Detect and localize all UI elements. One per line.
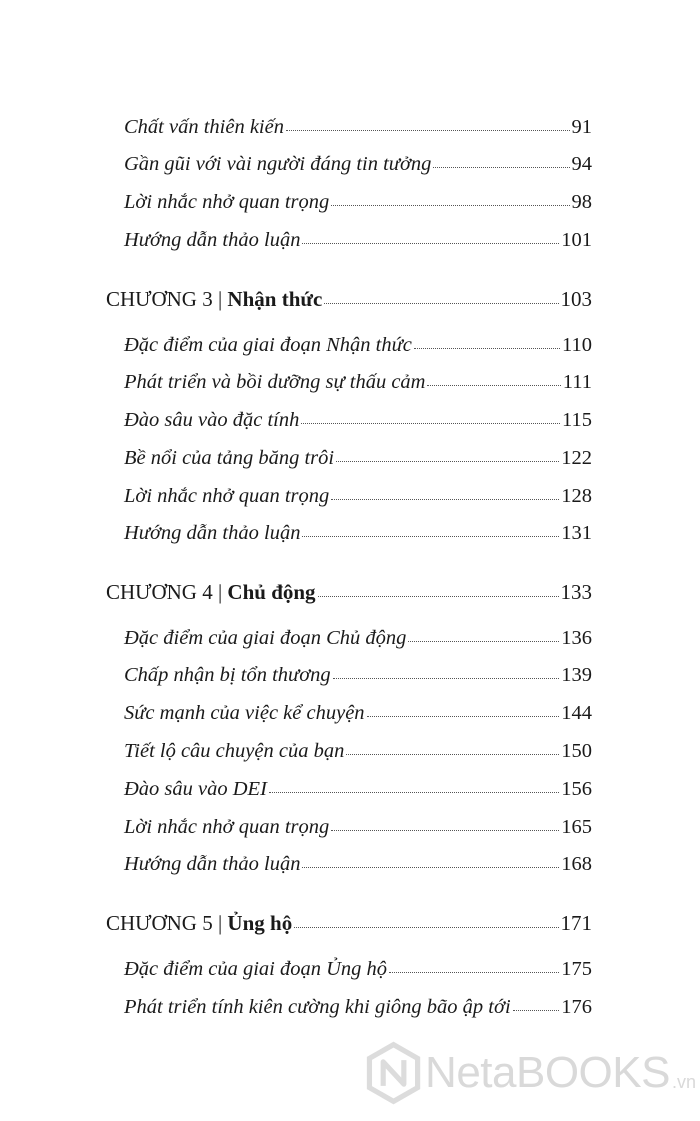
dot-leader [324,303,558,304]
chapter-title [106,287,322,312]
page-number: 131 [561,522,592,544]
chapter-number: CHƯƠNG 5 | [106,911,228,935]
dot-leader [286,130,570,131]
watermark-suffix: .vn [671,1072,696,1092]
page-number: 115 [562,409,592,431]
toc-chapter-row [106,911,592,936]
entry-title: Lời nhắc nhở quan trọng [124,816,330,838]
entry-title: Gần gũi với vài người đáng tin tưởng [124,153,432,175]
chapter-number: CHƯƠNG 4 | [106,580,228,604]
dot-leader [414,348,560,349]
page-number: 150 [561,740,592,762]
dot-leader [346,754,559,755]
toc-entry-row [124,334,592,357]
toc-entry-row [124,409,592,432]
toc-entry-row [124,116,592,139]
entry-title: Phát triển và bồi dưỡng sự thấu cảm [124,371,426,393]
page-number: 156 [561,778,592,800]
page-number: 168 [561,853,592,875]
page-number: 101 [561,229,592,251]
page-number: 175 [561,958,592,980]
chapter-name: Nhận thức [227,287,323,311]
chapter-name: Chủ động [227,580,316,604]
toc-chapter-row [106,287,592,312]
toc-entry-row [124,664,592,687]
entry-title: Hướng dẫn thảo luận [124,853,301,875]
dot-leader [333,678,560,679]
toc-entry-row [124,485,592,508]
chapter-title [106,580,316,605]
toc-entry-row [124,702,592,725]
entry-title: Đặc điểm của giai đoạn Ủng hộ [124,958,388,980]
page-number: 136 [561,627,592,649]
dot-leader [513,1010,560,1011]
page-number: 91 [571,116,592,138]
dot-leader [367,716,560,717]
page-number: 98 [571,191,592,213]
dot-leader [302,243,559,244]
toc-entry-row [124,191,592,214]
neta-logo-icon [366,1038,421,1108]
dot-leader [302,867,559,868]
toc-entry-row [124,740,592,763]
dot-leader [269,792,559,793]
dot-leader [318,596,559,597]
toc-entry-row [124,447,592,470]
entry-title: Đặc điểm của giai đoạn Chủ động [124,627,407,649]
entry-title: Bề nổi của tảng băng trôi [124,447,335,469]
toc-chapter-row [106,580,592,605]
page-number: 122 [561,447,592,469]
page-number: 139 [561,664,592,686]
entry-title: Lời nhắc nhở quan trọng [124,191,330,213]
page-number: 111 [562,371,592,393]
dot-leader [301,423,560,424]
page-number: 103 [560,287,592,311]
dot-leader [331,205,569,206]
chapter-title [106,911,292,936]
entry-title: Chấp nhận bị tổn thương [124,664,331,686]
toc-entry-row [124,522,592,545]
page-number: 165 [561,816,592,838]
page-number: 133 [560,580,592,604]
entry-title: Phát triển tính kiên cường khi giông bão ập tới [124,996,511,1018]
toc-entry-row [124,958,592,981]
page-number: 128 [561,485,592,507]
entry-title: Lời nhắc nhở quan trọng [124,485,330,507]
dot-leader [331,830,559,831]
entry-title: Hướng dẫn thảo luận [124,229,301,251]
toc-entry-row [124,853,592,876]
entry-title: Đào sâu vào đặc tính [124,409,300,431]
page-number: 94 [571,153,592,175]
dot-leader [427,385,560,386]
watermark [366,1030,696,1115]
dot-leader [336,461,559,462]
page-number: 171 [560,911,592,935]
entry-title: Tiết lộ câu chuyện của bạn [124,740,345,762]
dot-leader [433,167,569,168]
dot-leader [389,972,559,973]
page-number: 110 [562,334,592,356]
chapter-number: CHƯƠNG 3 | [106,287,228,311]
page-number: 176 [561,996,592,1018]
page-number: 144 [561,702,592,724]
watermark-brand: NetaBOOKS [425,1047,670,1097]
toc-entry-row [124,229,592,252]
entry-title: Đào sâu vào DEI [124,778,267,800]
toc-entry-row [124,153,592,176]
toc-entry-row [124,996,592,1019]
toc-entry-row [124,371,592,394]
toc-entry-row [124,816,592,839]
entry-title: Hướng dẫn thảo luận [124,522,301,544]
entry-title: Đặc điểm của giai đoạn Nhận thức [124,334,412,356]
chapter-name: Ủng hộ [227,911,293,935]
dot-leader [302,536,559,537]
dot-leader [294,927,558,928]
toc-entry-row [124,627,592,650]
dot-leader [408,641,559,642]
entry-title: Sức mạnh của việc kể chuyện [124,702,365,724]
dot-leader [331,499,559,500]
toc-entry-row [124,778,592,801]
entry-title: Chất vấn thiên kiến [124,116,284,138]
